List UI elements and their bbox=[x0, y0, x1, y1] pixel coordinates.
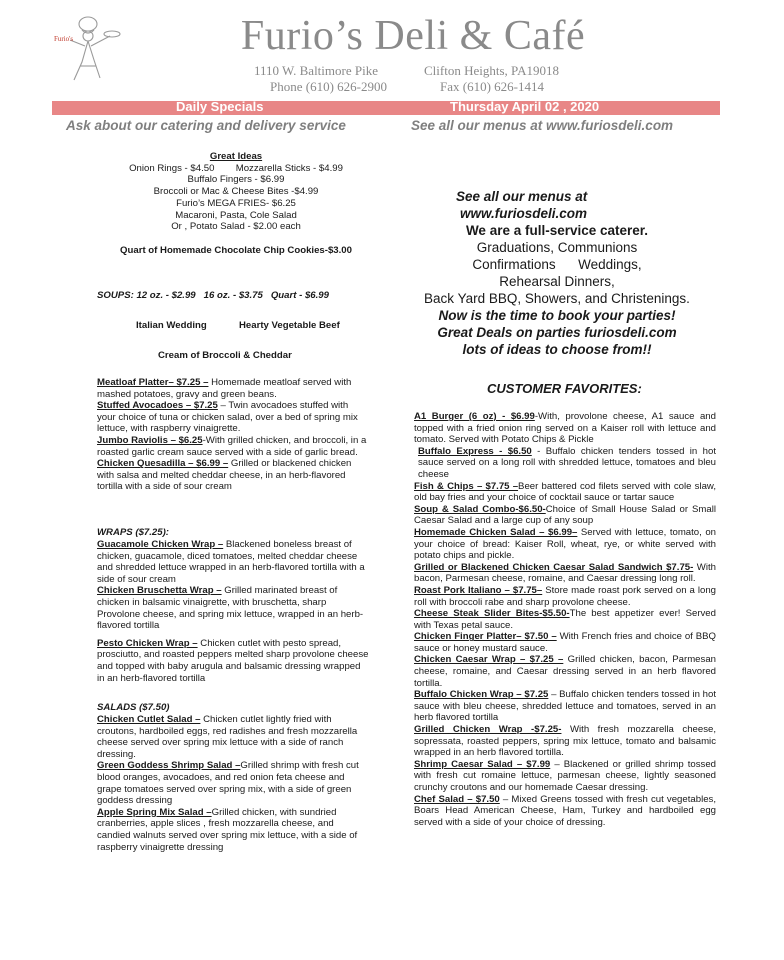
banner-daily-specials: Daily Specials bbox=[176, 99, 264, 114]
menu-item: Buffalo Chicken Wrap – $7.25 – Buffalo chicken tenders tossed in hot sauce with bleu cheese, shredded lettuce and tomatoes, served in an herb flavored tortilla bbox=[414, 689, 716, 724]
menu-item: Pesto Chicken Wrap – Chicken cutlet with pesto spread, prosciutto, and roasted peppers melted sharp provolone cheese and topped with baby arugula and balsamic dressing wrapped in an herb-flavored tortilla bbox=[97, 637, 369, 684]
menu-item: Cheese Steak Slider Bites-$5.50-The best appetizer ever! Served with Texas petal sauce. bbox=[414, 608, 716, 631]
svg-text:Furio's: Furio's bbox=[54, 35, 74, 43]
catering-promo bbox=[412, 188, 702, 358]
wraps-list bbox=[97, 539, 369, 684]
great-ideas-line: Broccoli or Mac & Cheese Bites -$4.99 bbox=[153, 186, 319, 198]
great-ideas-line: Furio’s MEGA FRIES- $6.25 bbox=[176, 197, 296, 209]
promo-line: Rehearsal Dinners, bbox=[499, 274, 615, 289]
great-ideas-line: Onion Rings - $4.50 Mozzarella Sticks - $4.99 bbox=[129, 162, 343, 174]
wraps-heading: WRAPS ($7.25): bbox=[97, 527, 169, 538]
menu-item: Guacamole Chicken Wrap – Blackened boneless breast of chicken, guacamole, diced tomatoes, melted cheddar cheese and shredded lettuce wrapped in an herb-flavored tortilla with a side of sour cream bbox=[97, 539, 365, 585]
great-ideas bbox=[96, 151, 376, 233]
chef-logo bbox=[52, 10, 124, 86]
menu-item: Roast Pork Italiano – $7.75– Store made roast pork served on a long roll with broccoli rabe and sharp provolone cheese. bbox=[414, 584, 716, 608]
menus-tagline: See all our menus at www.furiosdeli.com bbox=[411, 118, 674, 133]
specials-banner bbox=[52, 101, 720, 115]
soup-italian-wedding: Italian Wedding bbox=[136, 320, 207, 331]
menu-item: Green Goddess Shrimp Salad –Grilled shrimp with fresh cut blood oranges, avocadoes, and red onion feta cheese and grape tomatoes served over spring mix, with a side of green goddess dressing bbox=[97, 760, 359, 807]
menu-item: Grilled or Blackened Chicken Caesar Salad Sandwich $7.75- With bacon, Parmesan cheese, romaine, and Caesar dressing long roll. bbox=[414, 561, 716, 585]
menu-item: Shrimp Caesar Salad – $7.99 – Blackened or grilled shrimp tossed with fresh cut romaine lettuce, parmesan cheese, lightly seasoned crunchy croutons and our homemade Caesar dressing. bbox=[414, 758, 717, 793]
menu-item: Chicken Quesadilla – $6.99 – Grilled or blackened chicken with salsa and melted cheddar cheese, in an herb-flavored tortilla with a side of sour cream bbox=[97, 458, 352, 493]
soups-prices: SOUPS: 12 oz. - $2.99 16 oz. - $3.75 Quart - $6.99 bbox=[97, 290, 329, 301]
promo-website: www.furiosdeli.com bbox=[460, 206, 588, 221]
cookies-special: Quart of Homemade Chocolate Chip Cookies-$3.00 bbox=[120, 245, 352, 256]
catering-tagline: Ask about our catering and delivery service bbox=[66, 118, 346, 133]
promo-line: See all our menus at bbox=[456, 189, 588, 204]
promo-line: Graduations, Communions bbox=[476, 240, 638, 255]
menu-item: A1 Burger (6 oz) - $6.99-With, provolone cheese, A1 sauce and topped with a fried onion ring served on a Kaiser roll with lettuce and tomato. Served with Potato Chips & Pickle bbox=[414, 411, 716, 446]
soup-vegetable-beef: Hearty Vegetable Beef bbox=[239, 320, 340, 331]
fax-number: Fax (610) 626-1414 bbox=[440, 79, 544, 94]
banner-date: Thursday April 02 , 2020 bbox=[450, 99, 600, 114]
menu-item: Chef Salad – $7.50 – Mixed Greens tossed with fresh cut vegetables, Boars Head American Cheese, Ham, Turkey and hardboiled egg served with a side of your choice of dressing. bbox=[414, 793, 716, 828]
promo-line: We are a full-service caterer. bbox=[465, 223, 649, 238]
menu-item: Chicken Finger Platter– $7.50 – With French fries and choice of BBQ sauce or honey mustard sauce. bbox=[414, 631, 716, 654]
street-address: 1110 W. Baltimore Pike bbox=[254, 63, 378, 78]
daily-plates bbox=[97, 377, 369, 493]
menu-item: Chicken Caesar Wrap – $7.25 – Grilled chicken, bacon, Parmesan cheese, romaine, and Caesar dressing served in an herb flavored tortilla. bbox=[414, 654, 716, 689]
menu-item: Meatloaf Platter– $7.25 – Homemade meatloaf served with mashed potatoes, gravy and green beans. bbox=[97, 377, 352, 400]
menu-item: Stuffed Avocadoes – $7.25 – Twin avocadoes stuffed with your choice of tuna or chicken salad, over a bed of spring mix lettuce, with raspberry vinaigrette. bbox=[97, 400, 358, 435]
menu-item: Apple Spring Mix Salad –Grilled chicken, with sundried cranberries, apple slices , fresh mozzarella cheese, and candied walnuts served over spring mix lettuce, with a side of raspberry vinaigrette dressing bbox=[97, 806, 358, 853]
menu-item: Fish & Chips – $7.75 –Beer battered cod filets served with cole slaw, old bay fries and your choice of cocktail sauce or tartar sauce bbox=[414, 480, 716, 504]
menu-item: Soup & Salad Combo-$6.50-Choice of Small House Salad or Small Caesar Salad and a large cup of any soup bbox=[414, 503, 716, 527]
promo-line: Now is the time to book your parties! bbox=[438, 308, 676, 323]
great-ideas-line: Macaroni, Pasta, Cole Salad bbox=[175, 209, 297, 221]
menu-item: Chicken Bruschetta Wrap – Grilled marinated breast of chicken in balsamic vinaigrette, with bruschetta, sharp Provolone cheese, and spring mix lettuce, wrapped in an herb-flavored tortilla bbox=[97, 585, 364, 632]
soup-broccoli-cheddar: Cream of Broccoli & Cheddar bbox=[158, 350, 292, 361]
favorites-list bbox=[414, 411, 716, 828]
great-ideas-line: Or , Potato Salad - $2.00 each bbox=[171, 221, 301, 233]
salads-heading: SALADS ($7.50) bbox=[97, 702, 170, 713]
restaurant-name: Furio’s Deli & Café bbox=[240, 13, 586, 59]
menu-item: Jumbo Raviolis – $6.25-With grilled chicken, and broccoli, in a roasted garlic cream sauce served with a side of garlic bread. bbox=[97, 434, 367, 458]
menu-item: Homemade Chicken Salad – $6.99– Served with lettuce, tomato, on your choice of bread: Kaiser Roll, wheat, rye, or white served with potato chips and pickle. bbox=[414, 526, 716, 562]
favorites-heading: CUSTOMER FAVORITES: bbox=[487, 381, 642, 396]
city-address: Clifton Heights, PA19018 bbox=[424, 63, 559, 78]
menu-item: Grilled Chicken Wrap -$7.25- With fresh mozzarella cheese, sopressata, roasted peppers, spring mix lettuce, tomato and balsamic wrapped in an herb flavored tortilla. bbox=[414, 724, 716, 759]
phone-number: Phone (610) 626-2900 bbox=[270, 79, 387, 94]
promo-line: Back Yard BBQ, Showers, and Christenings. bbox=[424, 291, 690, 306]
promo-line: Confirmations Weddings, bbox=[472, 257, 642, 272]
promo-line: Great Deals on parties furiosdeli.com bbox=[437, 325, 677, 340]
promo-line: lots of ideas to choose from!! bbox=[462, 342, 652, 357]
salads-list bbox=[97, 714, 369, 853]
menu-item: Chicken Cutlet Salad – Chicken cutlet lightly fried with croutons, hardboiled eggs, red radishes and fresh mozzarella cheese served over spring mix lettuce with a side of ranch dressing. bbox=[97, 714, 358, 760]
menu-item: Buffalo Express - $6.50 - Buffalo chicken tenders tossed in hot sauce served on a long roll with shredded lettuce, tomatoes and bleu cheese bbox=[418, 445, 716, 480]
great-ideas-title: Great Ideas bbox=[209, 151, 263, 162]
great-ideas-line: Buffalo Fingers - $6.99 bbox=[187, 174, 285, 186]
